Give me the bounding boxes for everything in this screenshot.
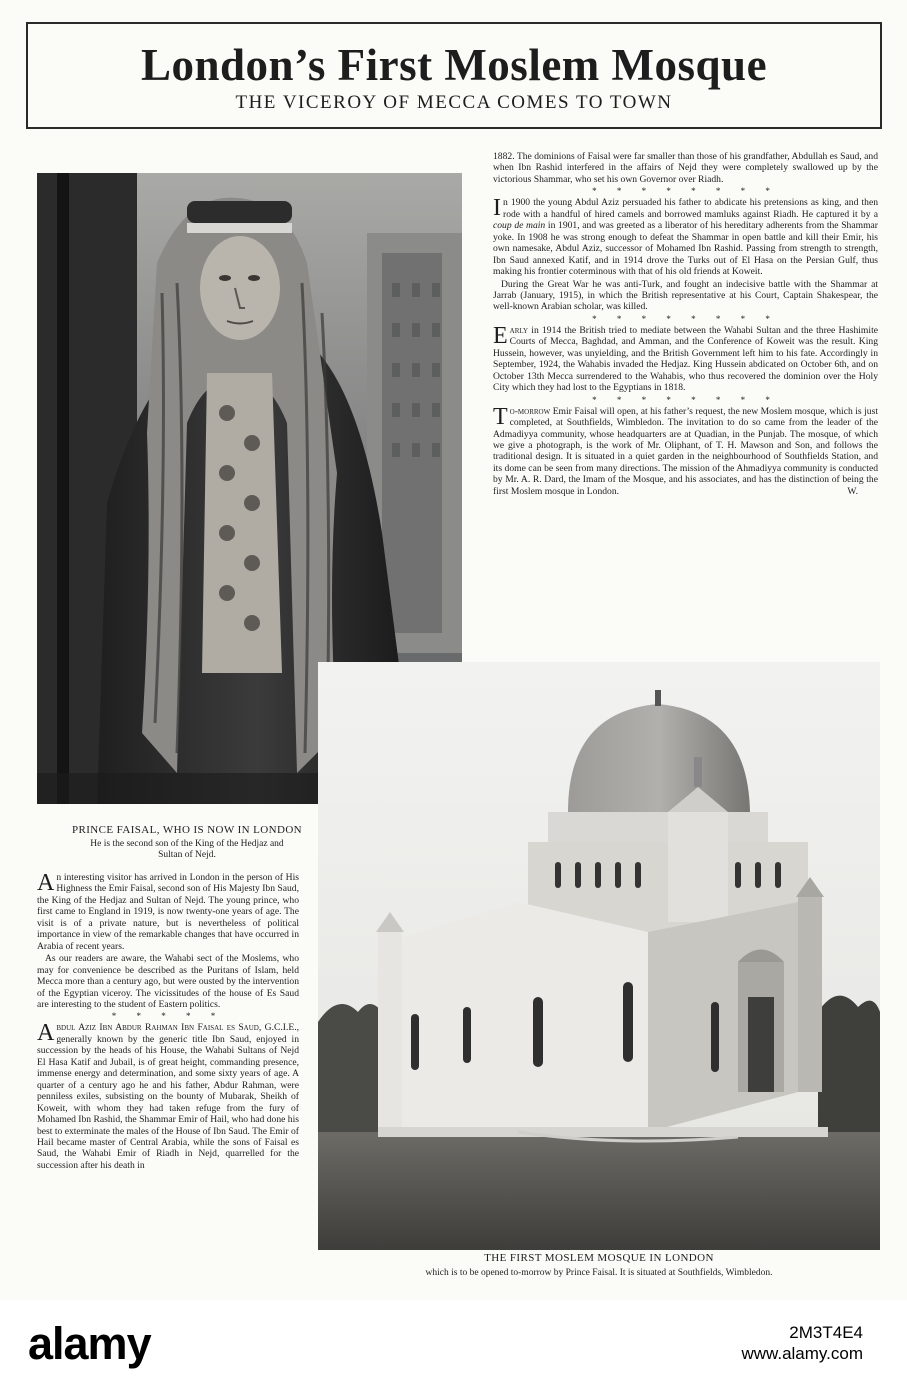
right-paragraph-2: In 1900 the young Abdul Aziz persuaded his father to abdicate his pretensions as king, and then rode with a handful of hired camels and borrowed mamluks against Riadh. He captured it by a coup de main in 1901, and was greeted as a liberator of his hereditary adherents from the Shammar yoke. In 1908 he was strong enough to defeat the Shammar in open battle and kill their Emir, his own namesake, Abdul Aziz, successor of Mohamed Ibn Rashid. Passing from strength to strength, Ibn Saud annexed Katif, and in 1914 drove the Turks out of El Hasa on the Persian Gulf, thus making his frontier coterminous with that of his old friends at Koweit.	[493, 195, 878, 278]
section-divider-stars: * * * * * * * *	[592, 313, 779, 324]
page-title: London’s First Moslem Mosque	[140, 40, 768, 90]
left-paragraph-2: As our readers are aware, the Wahabi sect of the Moslems, who may for convenience be described as the Puritans of Islam, held Mecca more than a century ago, but were ousted by the intervention of the Egyptian viceroy. The vicissitudes of the house of Es Saud are interesting to the student of Eastern politics.	[37, 953, 299, 1010]
left-column-text	[37, 872, 299, 1172]
drop-cap: T	[493, 403, 508, 430]
image-id-code: 2M3T4E4	[789, 1323, 863, 1342]
drop-cap: E	[493, 322, 508, 349]
portrait-caption-sub1: He is the second son of the King of the Hedjaz and	[90, 839, 284, 849]
masthead	[26, 22, 882, 129]
portrait-caption-sub2: Sultan of Nejd.	[158, 850, 216, 860]
mosque-caption-sub: which is to be opened to-morrow by Prince Faisal. It is situated at Southfields, Wimbledon.	[425, 1268, 773, 1278]
right-paragraph-5: To-morrow Emir Faisal will open, at his father’s request, the new Moslem mosque, which is just completed, at Southfields, Wimbledon. The invitation to do so came from the leader of the Admadiyya community, whose headquarters are at Quadian, in the Punjab. The mosque, of which we give a photograph, is the work of Mr. Oliphant, of T. H. Mawson and Son, and follows the traditional design. It is situated in a quiet garden in the neighbourhood of Southfields Station, and its dome can be seen from many directions. The mission of the Ahmadiyya community is conducted by Mr. A. R. Dard, the Imam of the Mosque, and his associates, and has the distinction of being the first Moslem mosque in London. W.	[493, 403, 878, 497]
right-paragraph-4: Early in 1914 the British tried to mediate between the Wahabi Sultan and the three Hashimite Courts of Mecca, Baghdad, and Amman, and the Conference of Koweit was the result. King Hussein, however, was unyielding, and the British Government left him to his fate. Accordingly in September, 1924, the Wahabis invaded the Hedjaz. King Hussein abdicated on October 6th, and on October 13th Mecca surrendered to the Wahabis, who thus recovered the dominion over the Holy City which they had lost to the Egyptians in 1818.	[493, 322, 878, 394]
left-paragraph-1: An interesting visitor has arrived in London in the person of His Highness the Emir Faisal, second son of His Majesty Ibn Saud, the King of the Hedjaz and Sultan of Nejd. The young prince, who first came to England in 1919, is now twenty-one years of age. The visit is of a private nature, but is nevertheless of political importance in view of the remarkable changes that have occurred in Arabia of recent years.	[37, 870, 299, 952]
right-paragraph-3: During the Great War he was anti-Turk, and fought an indecisive battle with the Shammar at Jarrab (January, 1915), in which the British representative at his Court, Captain Shakespear, the well-known Arabian scholar, was killed.	[493, 278, 878, 313]
section-divider-stars: * * * * * * * *	[592, 186, 779, 197]
alamy-logo: alamy	[28, 1318, 151, 1369]
drop-cap: A	[37, 870, 55, 896]
mosque-photo	[318, 662, 880, 1250]
drop-cap: A	[37, 1020, 55, 1047]
section-divider-stars: * * * * * * * *	[592, 394, 779, 405]
portrait-caption-title: PRINCE FAISAL, WHO IS NOW IN LONDON	[71, 824, 303, 836]
image-id-url: www.alamy.com	[741, 1344, 863, 1363]
right-paragraph-1: 1882. The dominions of Faisal were far smaller than those of his grandfather, Abdullah es Saud, and when Ibn Rashid interfered in the affairs of Nejd they were completely swallowed up by the victorious Shammar, who set his own Governor over Riadh.	[493, 151, 878, 185]
drop-cap: I	[493, 195, 501, 222]
mosque-caption-title: THE FIRST MOSLEM MOSQUE IN LONDON	[484, 1252, 714, 1264]
right-column-text	[493, 151, 878, 498]
page-subtitle: THE VICEROY OF MECCA COMES TO TOWN	[235, 92, 673, 113]
image-id	[741, 1322, 863, 1364]
left-paragraph-3: Abdul Aziz Ibn Abdur Rahman Ibn Faisal es Saud, G.C.I.E., generally known by the generic title Ibn Saud, enjoyed in succession by the heads of his House, the Wahabi Sultans of Nejd El Hasa Katif and Jubail, is of great height, commanding presence, immense energy and determination, and some sixty years of age. A quarter of a century ago he and his father, Abdur Rahman, were penniless exiles, subsisting on the bounty of Mubarak, Sheikh of Koweit, with whom they had taken refuge from the fury of Mohamed Ibn Rashid, the Shammar Emir of Hail, who had done his best to exterminate the males of the House of Ibn Saud. The Emir of Hail became master of Central Arabia, while the sons of Faisal es Saud, the Wahabi Emir of Riadh in Nejd, quarrelled for the succession after his death in	[37, 1020, 300, 1171]
author-signature: W.	[847, 485, 858, 497]
section-divider-stars: * * * * *	[111, 1011, 225, 1022]
